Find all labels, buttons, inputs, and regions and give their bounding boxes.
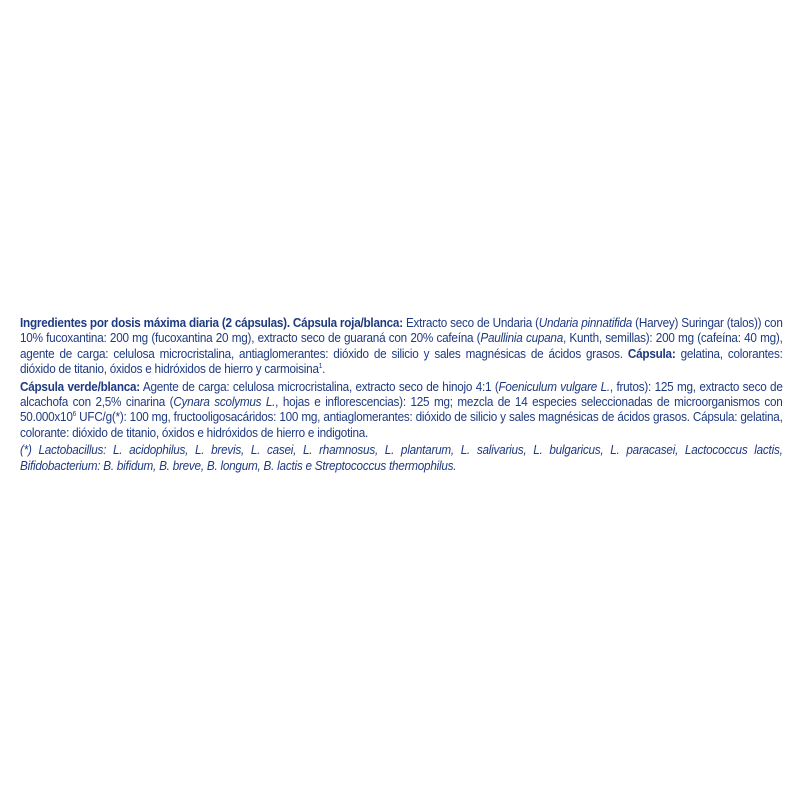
green-capsule-paragraph [20,380,783,442]
microorganisms-footnote: (*) Lactobacillus: L. acidophilus, L. brevis, L. casei, L. rhamnosus, L. plantarum, L. salivarius, L. bulgaricus, L. paracasei, Lactococcus lactis, Bifidobacterium: B. bifidum, B. breve, B. longum, B. lactis e Streptococcus thermophilus. [20,443,783,473]
red-capsule-text-4: gelatina, colorantes: dióxido de titanio, óxidos e hidróxidos de hierro y carmoisina [20,346,783,377]
scientific-name-paullinia: Paullinia cupana [480,331,563,346]
green-capsule-text-1: Agente de carga: celulosa microcristalina, extracto seco de hinojo 4:1 ( [139,379,499,394]
red-capsule-text-2: (Harvey) Suringar (talos)) con 10% fucoxantina: 200 mg (fucoxantina 20 mg), extracto seco de guaraná con 20% cafeína ( [20,316,783,346]
red-capsule-paragraph [20,316,783,378]
red-capsule-text-3: , Kunth, semillas): 200 mg (cafeína: 40 mg), agente de carga: celulosa microcristalina, antiaglomerantes: dióxido de silicio y sales magnésicas de ácidos grasos. [20,331,783,361]
exponent: 6 [72,411,77,419]
ingredients-label [20,316,783,476]
green-capsule-text-2: , frutos): 125 mg, extracto seco de alcachofa con 2,5% cinarina ( [20,379,783,410]
red-capsule-heading: Ingredientes por dosis máxima diaria (2 cápsulas). Cápsula roja/blanca: [20,316,403,330]
scientific-name-foeniculum: Foeniculum vulgare L. [498,379,610,394]
scientific-name-cynara: Cynara scolymus L. [173,395,276,410]
red-capsule-shell-label: Cápsula: [627,346,676,361]
footnote-marker: 1 [318,363,323,371]
green-capsule-text-3: , hojas e inflorescencias): 125 mg; mezcla de 14 especies seleccionadas de microorganismos con 50.000x10 [20,395,783,425]
red-capsule-text-1: Extracto seco de Undaria ( [402,316,539,330]
green-capsule-text-4: UFC/g(*): 100 mg, fructooligosacáridos: 100 mg, antiaglomerantes: dióxido de silicio y sales magnésicas de ácidos grasos. Cápsula: gelatina, colorante: dióxido de titanio, óxidos e hidróxidos de hierro e indigotina. [20,410,783,440]
red-capsule-text-end: . [322,362,326,377]
scientific-name-undaria: Undaria pinnatifida [538,316,633,330]
green-capsule-heading: Cápsula verde/blanca: [20,379,140,394]
